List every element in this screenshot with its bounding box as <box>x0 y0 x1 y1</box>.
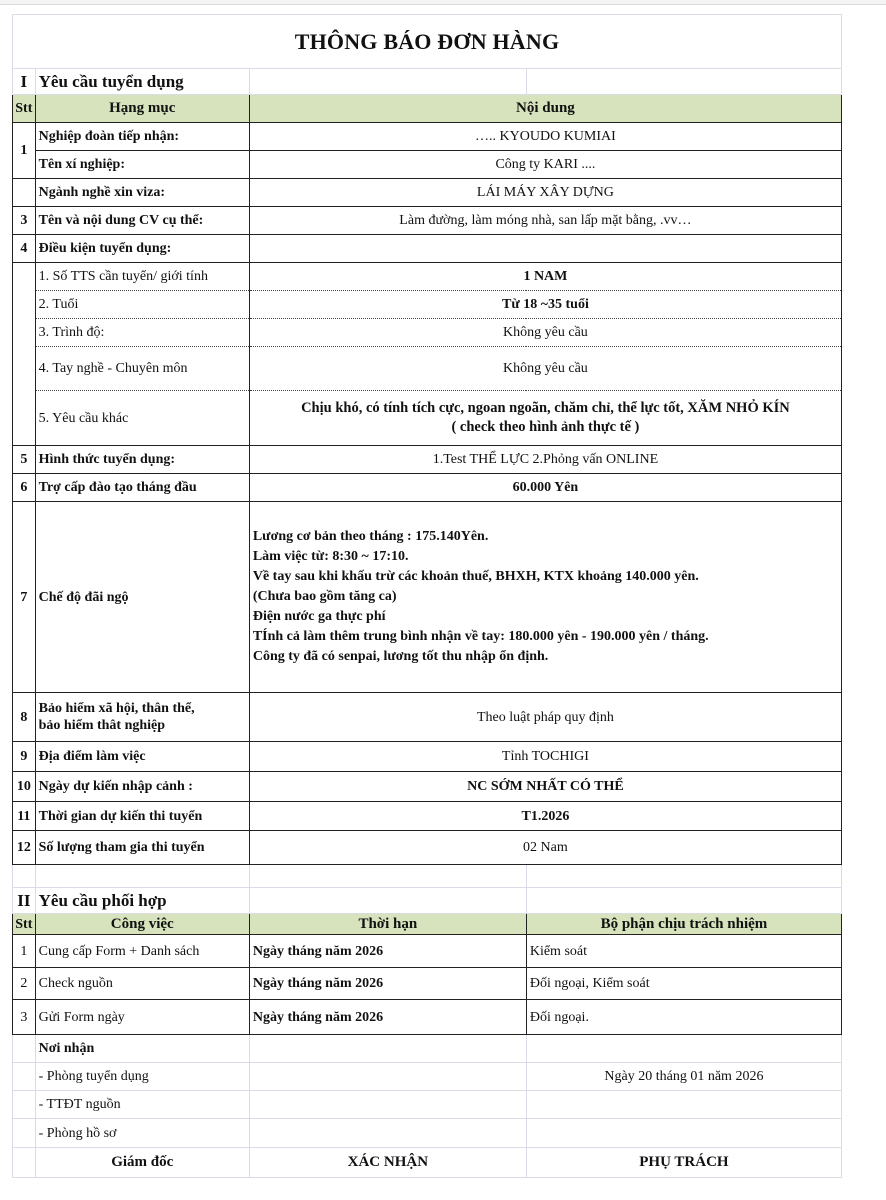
condition-value: Không yêu cầu <box>249 347 841 391</box>
condition-value <box>249 391 841 446</box>
header-stt: Stt <box>13 95 36 123</box>
row-value: Tỉnh TOCHIGI <box>249 742 841 772</box>
recipient-item: - Phòng hồ sơ <box>35 1119 249 1148</box>
recipients-row <box>13 1063 842 1091</box>
title-row <box>13 15 842 69</box>
signature-director: Giám đốc <box>35 1148 249 1178</box>
task-deadline: Ngày tháng năm 2026 <box>249 968 526 1000</box>
row-value: Làm đường, làm móng nhà, san lấp mặt bằng, .vv… <box>249 207 841 235</box>
insurance-row <box>13 693 842 742</box>
table-row <box>13 831 842 865</box>
section1-heading <box>13 69 842 95</box>
condition-label: 2. Tuổi <box>35 291 249 319</box>
header-dept: Bộ phận chịu trách nhiệm <box>526 914 841 935</box>
condition-value-line: Chịu khó, có tính tích cực, ngoan ngoãn, chăm chỉ, thể lực tốt, XĂM NHỎ KÍN <box>301 400 790 416</box>
section2-header-row <box>13 914 842 935</box>
row-value: Theo luật pháp quy định <box>249 693 841 742</box>
row-label: Địa điểm làm việc <box>35 742 249 772</box>
section2-number: II <box>13 888 36 914</box>
condition-label: 1. Số TTS cần tuyển/ giới tính <box>35 263 249 291</box>
row-value: 02 Nam <box>249 831 841 865</box>
condition-label: 4. Tay nghề - Chuyên môn <box>35 347 249 391</box>
row-value: 1.Test THỂ LỰC 2.Phỏng vấn ONLINE <box>249 446 841 474</box>
row-stt: 12 <box>13 831 36 865</box>
header-deadline: Thời hạn <box>249 914 526 935</box>
condition-value: Từ 18 ~35 tuổi <box>249 291 841 319</box>
row-stt: 6 <box>13 474 36 502</box>
condition-label: 3. Trình độ: <box>35 319 249 347</box>
order-notice-table <box>12 14 842 1178</box>
condition-row <box>13 263 842 291</box>
row-label: Thời gian dự kiến thi tuyển <box>35 802 249 831</box>
benefit-line: Điện nước ga thực phí <box>252 609 386 624</box>
row-value: NC SỚM NHẤT CÓ THỂ <box>249 772 841 802</box>
header-stt: Stt <box>13 914 36 935</box>
row-label-line: bảo hiểm thât nghiệp <box>38 718 166 733</box>
page-title: THÔNG BÁO ĐƠN HÀNG <box>13 15 842 69</box>
row-stt: 5 <box>13 446 36 474</box>
table-row <box>13 123 842 151</box>
row-label: Điều kiện tuyển dụng: <box>35 235 249 263</box>
section1-title: Yêu cầu tuyển dụng <box>35 69 249 95</box>
signature-confirm: XÁC NHẬN <box>249 1148 526 1178</box>
benefits-row <box>13 502 842 693</box>
row-value: LÁI MÁY XÂY DỰNG <box>249 179 841 207</box>
task-name: Gửi Form ngày <box>35 1000 249 1035</box>
task-stt: 3 <box>13 1000 36 1035</box>
header-content: Nội dung <box>249 95 841 123</box>
table-row <box>13 179 842 207</box>
section1-number: I <box>13 69 36 95</box>
task-name: Cung cấp Form + Danh sách <box>35 935 249 968</box>
section2-title: Yêu cầu phối hợp <box>35 888 249 914</box>
condition-value: Không yêu cầu <box>249 319 841 347</box>
condition-value: 1 NAM <box>249 263 841 291</box>
task-stt: 2 <box>13 968 36 1000</box>
row-label: Tên xí nghiệp: <box>35 151 249 179</box>
table-row <box>13 151 842 179</box>
row-stt: 1 <box>13 123 36 179</box>
condition-value-line: ( check theo hình ảnh thực tế ) <box>451 419 640 435</box>
benefit-line: (Chưa bao gồm tăng ca) <box>252 589 397 604</box>
row-value: T1.2026 <box>249 802 841 831</box>
condition-label: 5. Yêu cầu khác <box>35 391 249 446</box>
section1-header-row <box>13 95 842 123</box>
document-date: Ngày 20 tháng 01 năm 2026 <box>526 1063 841 1091</box>
task-dept: Đối ngoại. <box>526 1000 841 1035</box>
row-label: Trợ cấp đào tạo tháng đầu <box>35 474 249 502</box>
benefit-line: Về tay sau khi khấu trừ các khoản thuế, BHXH, KTX khoảng 140.000 yên. <box>252 569 699 584</box>
row-stt: 4 <box>13 235 36 263</box>
condition-row <box>13 319 842 347</box>
recipient-item: - TTĐT nguồn <box>35 1091 249 1119</box>
task-row <box>13 935 842 968</box>
recipients-row <box>13 1091 842 1119</box>
row-label-line: Bảo hiểm xã hội, thân thể, <box>38 701 195 716</box>
table-row <box>13 474 842 502</box>
task-dept: Đối ngoại, Kiểm soát <box>526 968 841 1000</box>
spacer-row <box>13 865 842 888</box>
row-label: Số lượng tham gia thi tuyển <box>35 831 249 865</box>
row-value <box>249 235 841 263</box>
table-row <box>13 802 842 831</box>
task-row <box>13 968 842 1000</box>
row-label: Tên và nội dung CV cụ thể: <box>35 207 249 235</box>
row-stt: 8 <box>13 693 36 742</box>
benefit-line: Lương cơ bản theo tháng : 175.140Yên. <box>252 529 489 544</box>
task-name: Check nguồn <box>35 968 249 1000</box>
row-label: Ngày dự kiến nhập cảnh : <box>35 772 249 802</box>
table-row <box>13 446 842 474</box>
row-value: 60.000 Yên <box>249 474 841 502</box>
benefit-line: Công ty đã có senpai, lương tốt thu nhập ổn định. <box>252 649 549 664</box>
top-bar <box>0 0 886 5</box>
task-dept: Kiểm soát <box>526 935 841 968</box>
recipient-item: - Phòng tuyển dụng <box>35 1063 249 1091</box>
row-stt: 3 <box>13 207 36 235</box>
recipients-label: Nơi nhận <box>35 1035 249 1063</box>
recipients-row <box>13 1035 842 1063</box>
row-label <box>35 693 249 742</box>
table-row <box>13 235 842 263</box>
row-stt: 9 <box>13 742 36 772</box>
table-row <box>13 742 842 772</box>
task-stt: 1 <box>13 935 36 968</box>
benefit-line: Làm việc từ: 8:30 ~ 17:10. <box>252 549 409 564</box>
row-label: Nghiệp đoàn tiếp nhận: <box>35 123 249 151</box>
row-label: Ngành nghề xin viza: <box>35 179 249 207</box>
row-stt: 10 <box>13 772 36 802</box>
task-deadline: Ngày tháng năm 2026 <box>249 1000 526 1035</box>
header-task: Công việc <box>35 914 249 935</box>
section2-heading <box>13 888 842 914</box>
table-row <box>13 772 842 802</box>
task-row <box>13 1000 842 1035</box>
row-label: Hình thức tuyển dụng: <box>35 446 249 474</box>
signature-in-charge: PHỤ TRÁCH <box>526 1148 841 1178</box>
recipients-row <box>13 1119 842 1148</box>
row-stt <box>13 179 36 207</box>
row-stt: 7 <box>13 502 36 693</box>
condition-row <box>13 291 842 319</box>
row-value: ….. KYOUDO KUMIAI <box>249 123 841 151</box>
condition-row <box>13 391 842 446</box>
signature-row <box>13 1148 842 1178</box>
task-deadline: Ngày tháng năm 2026 <box>249 935 526 968</box>
table-row <box>13 207 842 235</box>
row-stt: 11 <box>13 802 36 831</box>
row-label: Chế độ đãi ngộ <box>35 502 249 693</box>
row-value: Công ty KARI .... <box>249 151 841 179</box>
header-item: Hạng mục <box>35 95 249 123</box>
condition-row <box>13 347 842 391</box>
benefit-line: TÍnh cả làm thêm trung bình nhận về tay: 180.000 yên - 190.000 yên / tháng. <box>252 629 709 644</box>
benefits-content <box>249 502 841 693</box>
